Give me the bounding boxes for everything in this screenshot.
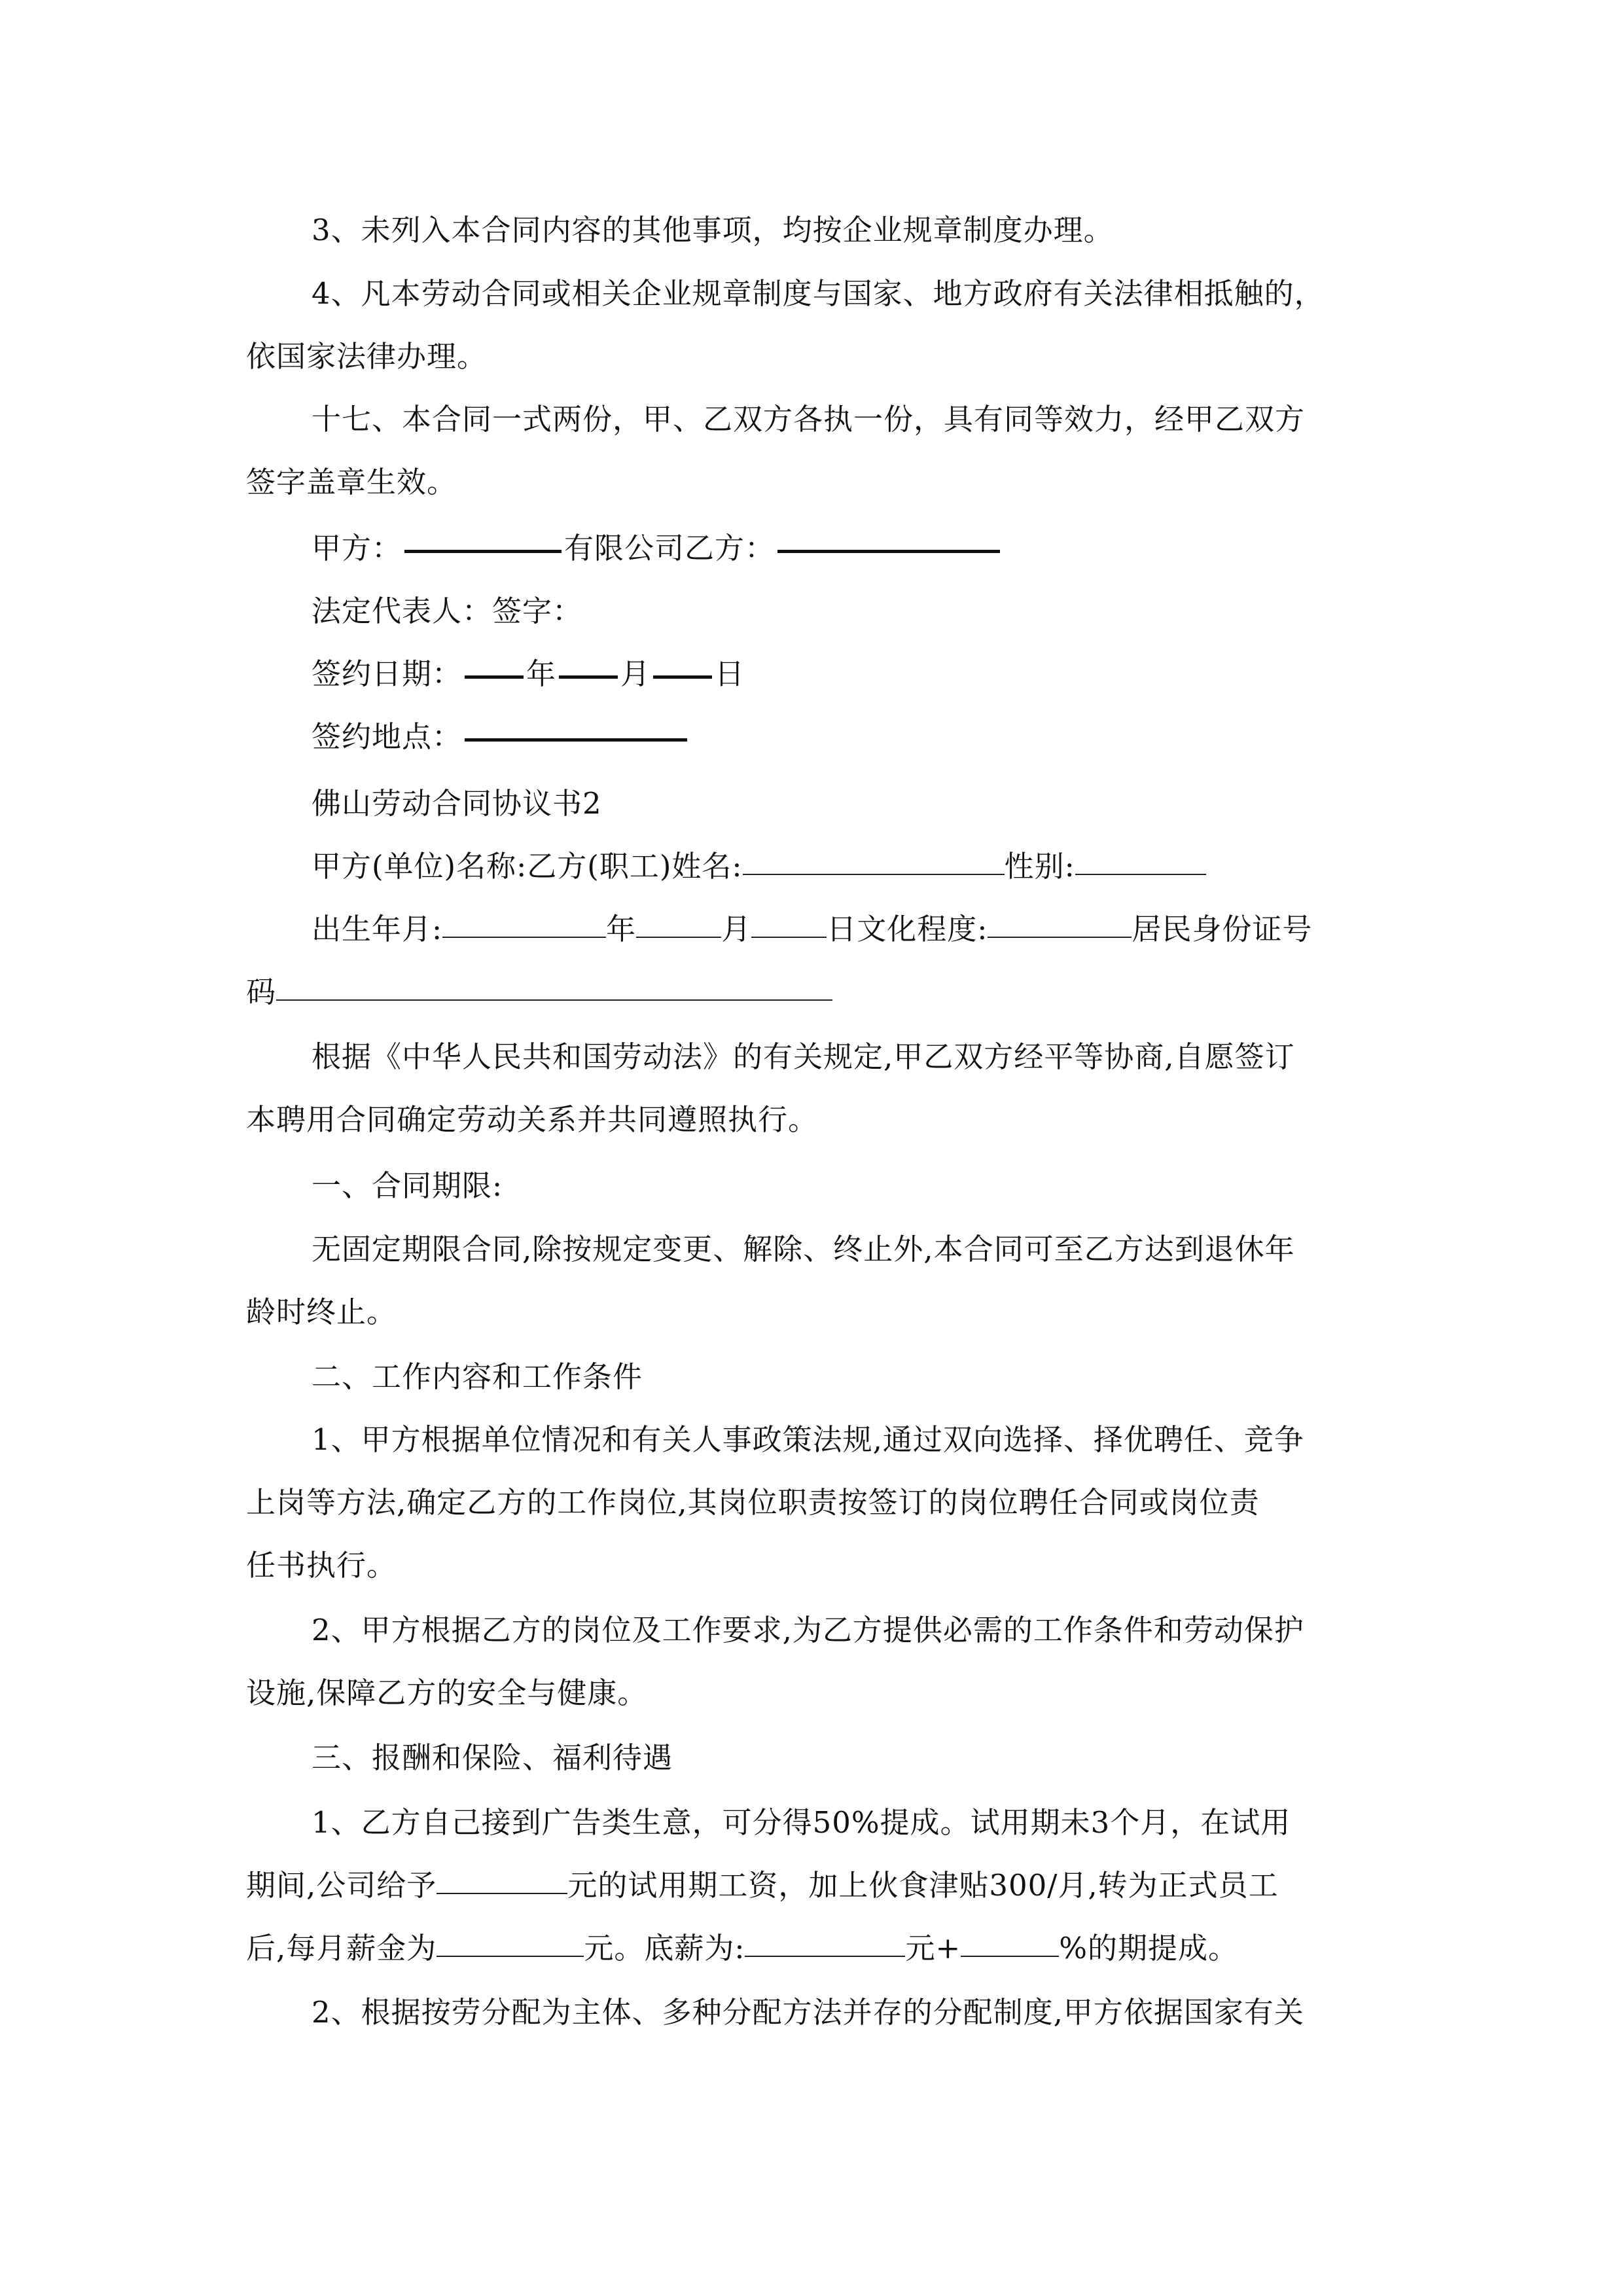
paragraph-line: 1、乙方自己接到广告类生意，可分得50%提成。试用期未3个月，在试用 (312, 1805, 1291, 1840)
paragraph-line: 十七、本合同一式两份，甲、乙双方各执一份，具有同等效力，经甲乙双方 (312, 402, 1306, 437)
paragraph-line: 4、凡本劳动合同或相关企业规章制度与国家、地方政府有关法律相抵触的， (312, 276, 1325, 311)
section-heading: 一、合同期限: (312, 1168, 503, 1203)
section-title: 佛山劳动合同协议书2 (312, 786, 602, 821)
fill-blank (743, 854, 1005, 875)
id-number-line: 码 (246, 969, 1385, 1015)
paragraph-line: 龄时终止。 (246, 1295, 397, 1329)
paragraph-line: 本聘用合同确定劳动关系并共同遵照执行。 (246, 1102, 819, 1137)
paragraph-line: 3、未列入本合同内容的其他事项，均按企业规章制度办理。 (312, 213, 1114, 247)
fill-blank (465, 738, 687, 742)
paragraph-line: 无固定期限合同,除按规定变更、解除、终止外,本合同可至乙方达到退休年 (312, 1232, 1295, 1266)
probation-salary-line: 期间,公司给予 元的试用期工资，加上伙食津贴300/月,转为正式员工 (246, 1868, 1279, 1903)
fill-blank (636, 917, 721, 938)
fill-blank (276, 980, 832, 1001)
signing-date-line: 签约日期： 年 月 日 (312, 656, 745, 691)
party-a-signature-line: 甲方： 有限公司乙方： (312, 526, 1385, 571)
legal-representative-line: 法定代表人：签字： (312, 594, 583, 628)
fill-blank (751, 917, 827, 938)
monthly-salary-line: 后,每月薪金为 元。底薪为: 元+ %的期提成。 (246, 1931, 1238, 1965)
paragraph-line: 上岗等方法,确定乙方的工作岗位,其岗位职责按签订的岗位聘任合同或岗位责 (246, 1485, 1260, 1520)
fill-blank (653, 675, 712, 679)
fill-blank (559, 675, 618, 679)
fill-blank (988, 917, 1132, 938)
birth-education-line: 出生年月: 年 月 日文化程度: 居民身份证号 (312, 912, 1313, 946)
paragraph-line: 2、甲方根据乙方的岗位及工作要求,为乙方提供必需的工作条件和劳动保护 (312, 1613, 1304, 1647)
fill-blank (745, 1936, 905, 1957)
section-heading: 二、工作内容和工作条件 (312, 1359, 643, 1394)
paragraph-line: 1、甲方根据单位情况和有关人事政策法规,通过双向选择、择优聘任、竞争 (312, 1422, 1304, 1457)
paragraph-line: 签字盖章生效。 (246, 465, 457, 499)
paragraph-line: 任书执行。 (246, 1548, 397, 1583)
fill-blank (1075, 854, 1206, 875)
employer-employee-name-line: 甲方(单位)名称:乙方(职工)姓名: 性别: (312, 844, 1385, 889)
fill-blank (437, 1873, 567, 1894)
paragraph-line: 依国家法律办理。 (246, 339, 488, 374)
section-heading: 三、报酬和保险、福利待遇 (312, 1740, 673, 1775)
fill-blank (777, 550, 1000, 553)
fill-blank (437, 1936, 584, 1957)
paragraph-line: 2、根据按劳分配为主体、多种分配方法并存的分配制度,甲方依据国家有关 (312, 1995, 1304, 2030)
fill-blank (404, 550, 562, 553)
fill-blank (442, 917, 606, 938)
paragraph-line: 根据《中华人民共和国劳动法》的有关规定,甲乙双方经平等协商,自愿签订 (312, 1039, 1295, 1074)
fill-blank (961, 1936, 1059, 1957)
paragraph-line: 设施,保障乙方的安全与健康。 (246, 1676, 648, 1710)
signing-place-line: 签约地点： (312, 714, 1385, 760)
fill-blank (465, 675, 524, 679)
